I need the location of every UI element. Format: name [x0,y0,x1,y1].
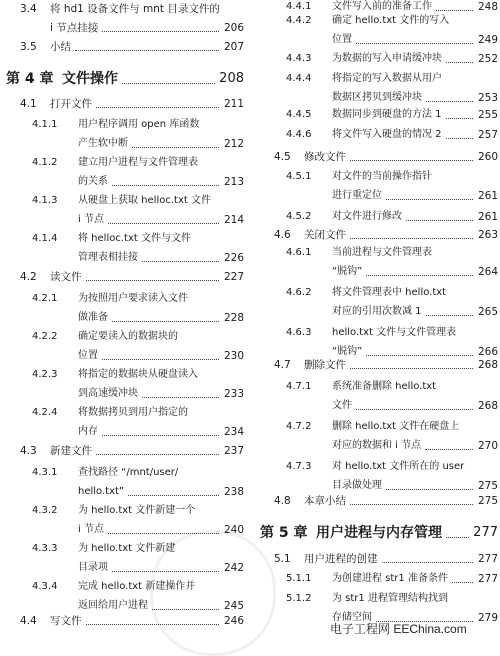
toc-entry-title: 为数据的写入申请缓冲块 [332,53,442,64]
toc-entry-page: 214 [223,214,244,226]
toc-entry-number: 4.4.4 [286,73,312,84]
toc-entry-page: 208 [219,71,244,86]
toc-entry-title: i 节点 [78,214,104,225]
toc-leader-dots [382,552,474,563]
toc-leader-dots [96,97,219,108]
toc-leader-dots [96,444,219,455]
toc-leader-dots [350,358,473,369]
toc-entry-title: 小结 [50,41,71,53]
toc-entry-title: 为按照用户要求读入文件 [78,293,188,304]
toc-entry-number: 第 4 章 [6,71,54,87]
toc-entry-number: 4.2.2 [32,331,58,342]
toc-entry-number: 4.8 [274,495,291,507]
toc-entry-number: 4.5 [274,151,291,163]
toc-entry-number: 4.6 [274,229,291,241]
toc-entry-number: 4.6.2 [286,287,312,298]
toc-entry-title: 目录项 [78,562,108,573]
toc-leader-dots [406,210,473,221]
toc-entry-title: 关闭文件 [304,229,346,241]
toc-entry-title: 确定要读入的数据块的 [78,331,178,342]
toc-entry-number: 4.3.3 [32,543,58,554]
toc-entry-title: 查找路径 “/mnt/user/ [78,467,179,478]
toc-entry-page: 240 [223,524,244,536]
toc-entry-page: 233 [223,388,244,400]
toc-entry-number: 4.1 [20,98,37,110]
toc-entry-page: 211 [223,98,244,110]
toc-entry-number: 第 5 章 [260,525,308,541]
toc-entry-number: 4.1.2 [32,157,58,168]
toc-entry-page: 252 [477,53,498,65]
toc-entry-title: 产生软中断 [78,138,128,149]
toc-entry-title: 位置 [78,350,98,361]
toc-leader-dots [142,251,219,262]
toc-entry-title: 到高速缓冲块 [78,388,138,399]
toc-entry-page: 249 [477,34,498,46]
toc-leader-dots [356,33,473,44]
toc-entry-page: 255 [477,109,498,121]
toc-leader-dots [386,189,473,200]
toc-entry-title: 用户进程的创建 [304,553,378,565]
toc-entry-page: 230 [223,350,244,362]
toc-entry-number: 4.3.1 [32,467,58,478]
toc-entry-number: 4.7.1 [286,381,312,392]
toc-entry-number: 4.1.4 [32,233,58,244]
toc-entry-title: 内存 [78,426,98,437]
toc-entry-title: 系统准备删除 hello.txt [332,381,437,392]
toc-entry-page: 234 [223,426,244,438]
toc-entry-number: 4.7.3 [286,461,312,472]
toc-leader-dots [132,137,219,148]
toc-entry-number: 5.1.1 [286,573,312,584]
toc-leader-dots [452,572,473,583]
toc-entry-title: 用户进程与内存管理 [316,525,442,541]
toc-entry-number: 4.4.5 [286,109,312,120]
toc-entry-title: 文件写入前的准备工作 [332,1,432,12]
toc-entry-page: 260 [477,151,498,163]
toc-entry-page: 206 [223,22,244,34]
toc-entry-title: 将文件管理表中 hello.txt [332,287,447,298]
toc-entry-page: 246 [223,615,244,627]
toc-entry-title: 位置 [332,34,352,45]
toc-leader-dots [436,0,473,11]
toc-entry-title: 打开文件 [50,98,92,110]
toc-leader-dots [446,108,473,119]
toc-entry-number: 4.3.2 [32,505,58,516]
toc-entry-page: 265 [477,306,498,318]
toc-entry-title: 本章小结 [304,495,346,507]
toc-leader-dots [128,485,219,496]
toc-leader-dots [426,91,473,102]
toc-entry-title: 为 str1 进程管理结构找到 [332,593,448,604]
toc-entry-page: 261 [477,211,498,223]
toc-entry-title: 修改文件 [304,151,346,163]
toc-entry-title: hello.txt” [78,486,125,497]
toc-entry-title: 数据区拷贝到缓冲块 [332,92,422,103]
toc-entry-title: 文件操作 [62,71,118,87]
toc-entry-number: 4.4 [20,615,37,627]
toc-entry-page: 257 [477,129,498,141]
toc-entry-title: hello.txt 文件与文件管理表 [332,327,457,338]
toc-entry-title: 删除文件 [304,359,346,371]
toc-entry-number: 4.2.4 [32,407,58,418]
toc-entry-title: 写文件 [50,615,82,627]
toc-entry-number: 4.5.2 [286,211,312,222]
toc-entry-number: 5.1.2 [286,593,312,604]
watermark-text: 电子工程网 EEChina.com [330,622,467,636]
toc-leader-dots [366,345,473,356]
toc-entry-number: 4.4.3 [286,53,312,64]
toc-entry-page: 212 [223,138,244,150]
toc-entry-page: 207 [223,41,244,53]
toc-entry-page: 277 [477,573,498,585]
toc-entry-page: 261 [477,190,498,202]
toc-entry-number: 5.1 [274,553,291,565]
toc-entry-title: 当前进程与文件管理表 [332,247,432,258]
toc-entry-page: 266 [477,346,498,358]
toc-entry-page: 268 [477,400,498,412]
toc-leader-dots [142,387,219,398]
toc-entry-page: 228 [223,312,244,324]
toc-leader-dots [112,311,219,322]
toc-entry-number: 3.5 [20,41,37,53]
toc-leader-dots [112,175,219,186]
toc-entry-page: 227 [223,271,244,283]
toc-leader-dots [102,21,219,32]
toc-entry-title: 新建文件 [50,445,92,457]
toc-leader-dots [350,228,473,239]
toc-entry-number: 4.2 [20,271,37,283]
toc-entry-title: 对应的数据和 i 节点 [332,440,422,451]
toc-entry-title: “脱钩” [332,346,363,357]
toc-entry-number: 4.7.2 [286,421,312,432]
toc-leader-dots [426,305,473,316]
toc-entry-page: 264 [477,266,498,278]
toc-entry-title: 进行重定位 [332,190,382,201]
toc-entry-title: 返回给用户进程 [78,600,148,611]
toc-entry-page: 226 [223,252,244,264]
toc-entry-title: 读文件 [50,271,82,283]
toc-entry-title: 删除 hello.txt 文件在硬盘上 [332,421,460,432]
toc-entry-title: 存储空间 [332,612,372,623]
toc-entry-title: i 节点挂接 [50,22,99,34]
toc-entry-number: 4.3.4 [32,581,58,592]
toc-entry-title: 将 hd1 设备文件与 mnt 目录文件的 [50,3,220,15]
toc-entry-title: 对 hello.txt 文件所在的 user [332,461,465,472]
toc-entry-number: 4.2.3 [32,369,58,380]
toc-leader-dots [350,150,473,161]
toc-leader-dots [350,494,473,505]
toc-leader-dots [102,425,219,436]
toc-leader-dots [108,213,219,224]
toc-leader-dots [122,70,215,84]
toc-entry-page: 242 [223,562,244,574]
toc-entry-title: 用户程序调用 open 库函数 [78,119,200,130]
toc-entry-number: 4.4.1 [286,1,312,12]
toc-leader-dots [446,128,473,139]
toc-entry-number: 4.1.3 [32,195,58,206]
toc-entry-number: 3.4 [20,3,37,15]
toc-entry-page: 275 [477,480,498,492]
toc-entry-page: 245 [223,600,244,612]
toc-entry-title: 将指定的数据块从硬盘读入 [78,369,198,380]
toc-entry-number: 4.1.1 [32,119,58,130]
toc-entry-page: 277 [477,553,498,565]
toc-leader-dots [102,349,219,360]
toc-entry-page: 253 [477,92,498,104]
toc-entry-number: 4.2.1 [32,293,58,304]
toc-entry-number: 4.5.1 [286,171,312,182]
toc-entry-title: 对文件的当前操作指针 [332,171,432,182]
toc-entry-title: 的关系 [78,176,108,187]
toc-entry-title: 数据同步到硬盘的方法 1 [332,109,442,120]
toc-entry-title: 从硬盘上获取 helloc.txt 文件 [78,195,211,206]
toc-leader-dots [446,524,469,538]
toc-entry-number: 4.7 [274,359,291,371]
toc-entry-number: 4.6.1 [286,247,312,258]
toc-leader-dots [376,611,473,622]
toc-entry-title: 对应的引用次数减 1 [332,306,422,317]
toc-entry-page: 213 [223,176,244,188]
toc-entry-title: 文件 [332,400,352,411]
toc-leader-dots [75,40,219,51]
toc-entry-title: 完成 hello.txt 新建操作并 [78,581,196,592]
toc-entry-page: 268 [477,359,498,371]
toc-entry-title: 为 hello.txt 文件新建一个 [78,505,196,516]
toc-leader-dots [446,52,473,63]
toc-entry-number: 4.6.3 [286,327,312,338]
toc-leader-dots [425,439,473,450]
toc-entry-title: 管理表相挂接 [78,252,138,263]
toc-leader-dots [86,270,220,281]
toc-entry-title: 将数据拷贝到用户指定的 [78,407,188,418]
toc-leader-dots [386,479,473,490]
toc-entry-page: 248 [477,1,498,13]
toc-entry-title: 为 hello.txt 文件新建 [78,543,176,554]
toc-entry-page: 277 [473,525,498,540]
toc-leader-dots [366,265,473,276]
toc-entry-title: 目录做处理 [332,480,382,491]
toc-entry-number: 4.4.2 [286,15,312,26]
toc-entry-title: 对文件进行修改 [332,211,402,222]
toc-entry-title: 为创建进程 str1 准备条件 [332,573,448,584]
toc-entry-number: 4.3 [20,445,37,457]
toc-entry-title: i 节点 [78,524,104,535]
toc-entry-title: 建立用户进程与文件管理表 [78,157,198,168]
toc-entry-title: 将文件写入硬盘的情况 2 [332,129,442,140]
toc-entry-page: 275 [477,495,498,507]
toc-entry-page: 238 [223,486,244,498]
toc-entry-page: 279 [477,612,498,624]
toc-entry-title: 确定 hello.txt 文件的写入 [332,15,450,26]
toc-entry-page: 237 [223,445,244,457]
toc-leader-dots [356,399,473,410]
toc-entry-page: 263 [477,229,498,241]
toc-entry-title: 做准备 [78,312,108,323]
toc-entry-title: “脱钩” [332,266,363,277]
toc-entry-page: 270 [477,440,498,452]
toc-entry-title: 将 helloc.txt 文件与文件 [78,233,191,244]
toc-entry-title: 将指定的写入数据从用户 [332,73,442,84]
toc-entry-number: 4.4.6 [286,129,312,140]
watermark-seal [150,530,276,656]
